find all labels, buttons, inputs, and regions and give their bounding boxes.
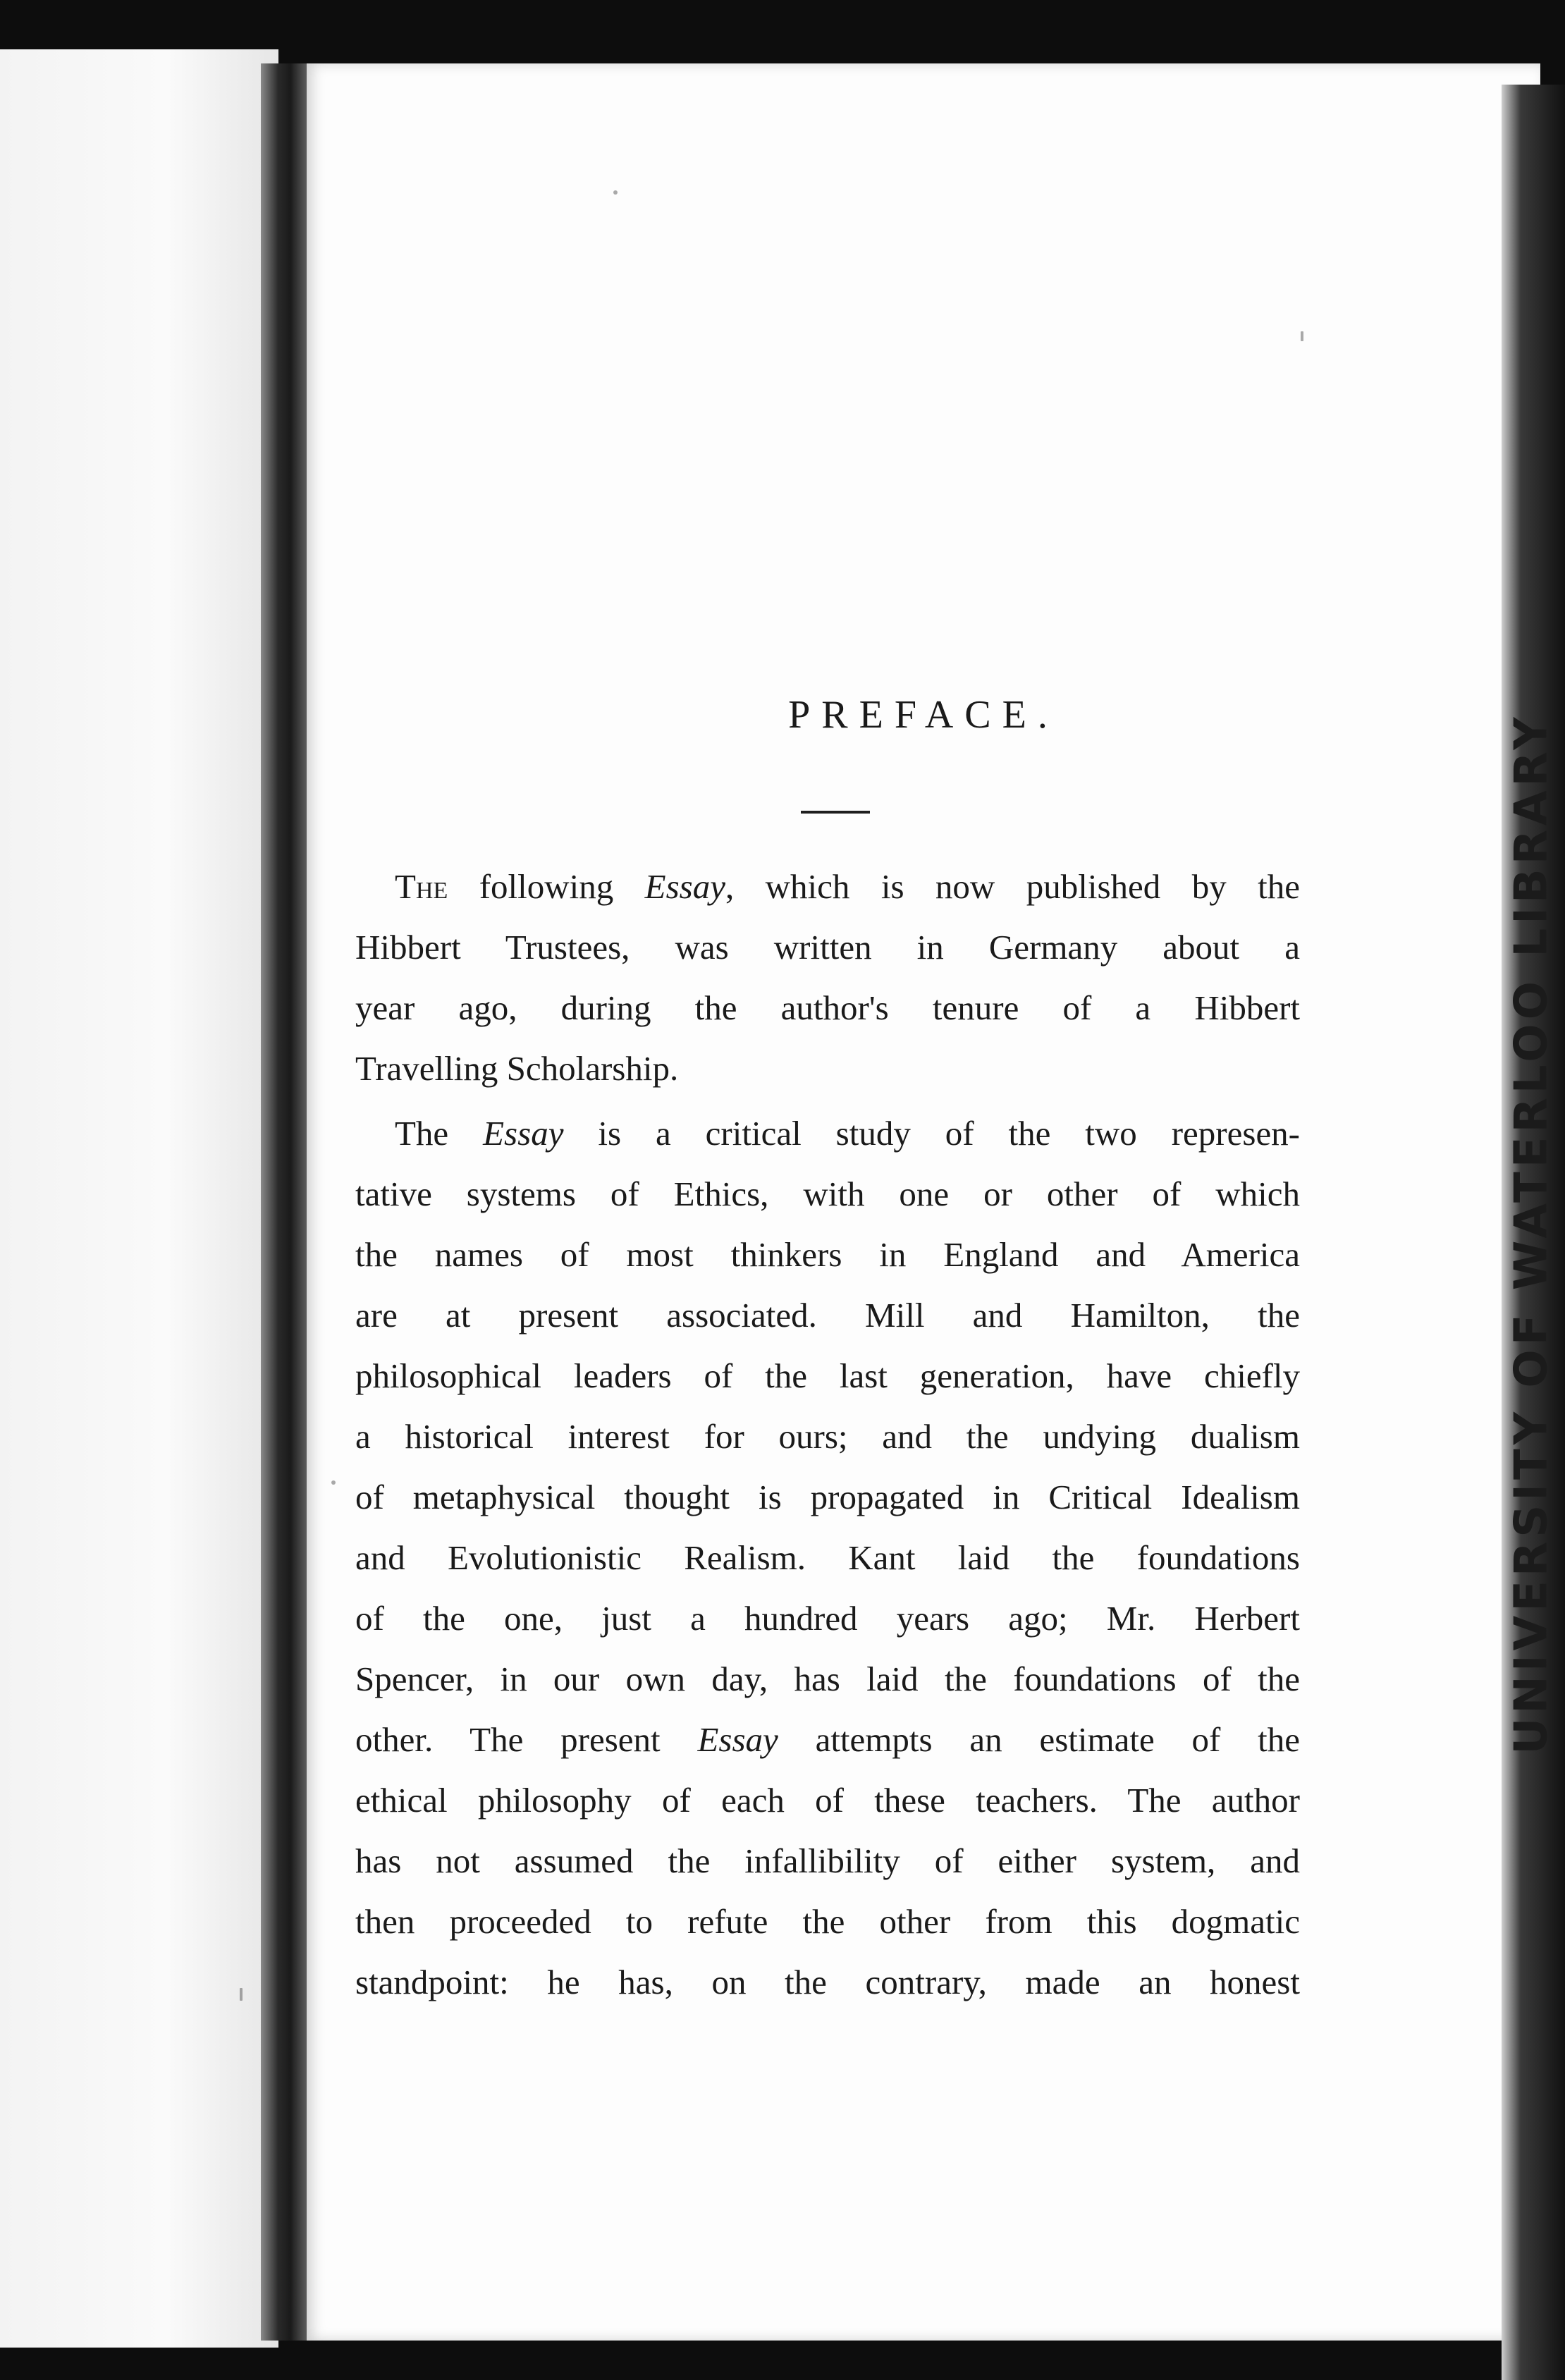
- scan-speck: [613, 190, 618, 195]
- text-line: philosophical leaders of the last generation, have chiefly: [355, 1356, 1300, 1395]
- text-line: ethical philosophy of each of these teachers. The author: [355, 1781, 1300, 1820]
- italic-title: Essay: [483, 1114, 564, 1153]
- text-line: The following Essay, which is now published by the: [395, 867, 1300, 906]
- text-line: a historical interest for ours; and the undying dualism: [355, 1417, 1300, 1456]
- text-line: Hibbert Trustees, was written in Germany about a: [355, 928, 1300, 967]
- italic-title: Essay: [697, 1720, 778, 1759]
- text-line: of metaphysical thought is propagated in Critical Idealism: [355, 1478, 1300, 1516]
- scan-speck: [240, 1988, 243, 2001]
- library-stamp-text: UNIVERSITY OF WATERLOO LIBRARY: [1505, 713, 1558, 1755]
- text-line: other. The present Essay attempts an estimate of the: [355, 1720, 1300, 1759]
- text-line: The Essay is a critical study of the two represen-: [395, 1114, 1301, 1153]
- italic-title: Essay: [644, 867, 725, 906]
- left-facing-page: [0, 49, 278, 2348]
- text-line: tative systems of Ethics, with one or other of which: [355, 1174, 1300, 1213]
- text-line: year ago, during the author's tenure of a Hibbert: [355, 988, 1300, 1027]
- scan-speck: [331, 1480, 336, 1485]
- scan-speck: [1301, 331, 1303, 341]
- preface-body: [355, 857, 1300, 2013]
- text-line: then proceeded to refute the other from this dogmatic: [355, 1902, 1300, 1941]
- small-caps-word: The: [395, 867, 448, 906]
- text-line: are at present associated. Mill and Hamilton, the: [355, 1296, 1300, 1335]
- text-line: Spencer, in our own day, has laid the foundations of the: [355, 1660, 1300, 1698]
- heading-rule: [801, 811, 870, 814]
- gutter-shadow: [261, 63, 310, 2341]
- text-line: Travelling Scholarship.: [355, 1049, 679, 1088]
- library-stamp: [1498, 634, 1565, 1833]
- text-line: of the one, just a hundred years ago; Mr. Herbert: [355, 1599, 1300, 1638]
- paragraph-1: [355, 857, 1300, 1099]
- page-heading: PREFACE.: [788, 693, 1059, 737]
- text-line: and Evolutionistic Realism. Kant laid the foundations: [355, 1538, 1300, 1577]
- paragraph-2: [355, 1103, 1300, 2013]
- text-line: standpoint: he has, on the contrary, made an honest: [355, 1963, 1300, 2001]
- text-line: the names of most thinkers in England and America: [355, 1235, 1300, 1274]
- text-line: has not assumed the infallibility of either system, and: [355, 1841, 1300, 1880]
